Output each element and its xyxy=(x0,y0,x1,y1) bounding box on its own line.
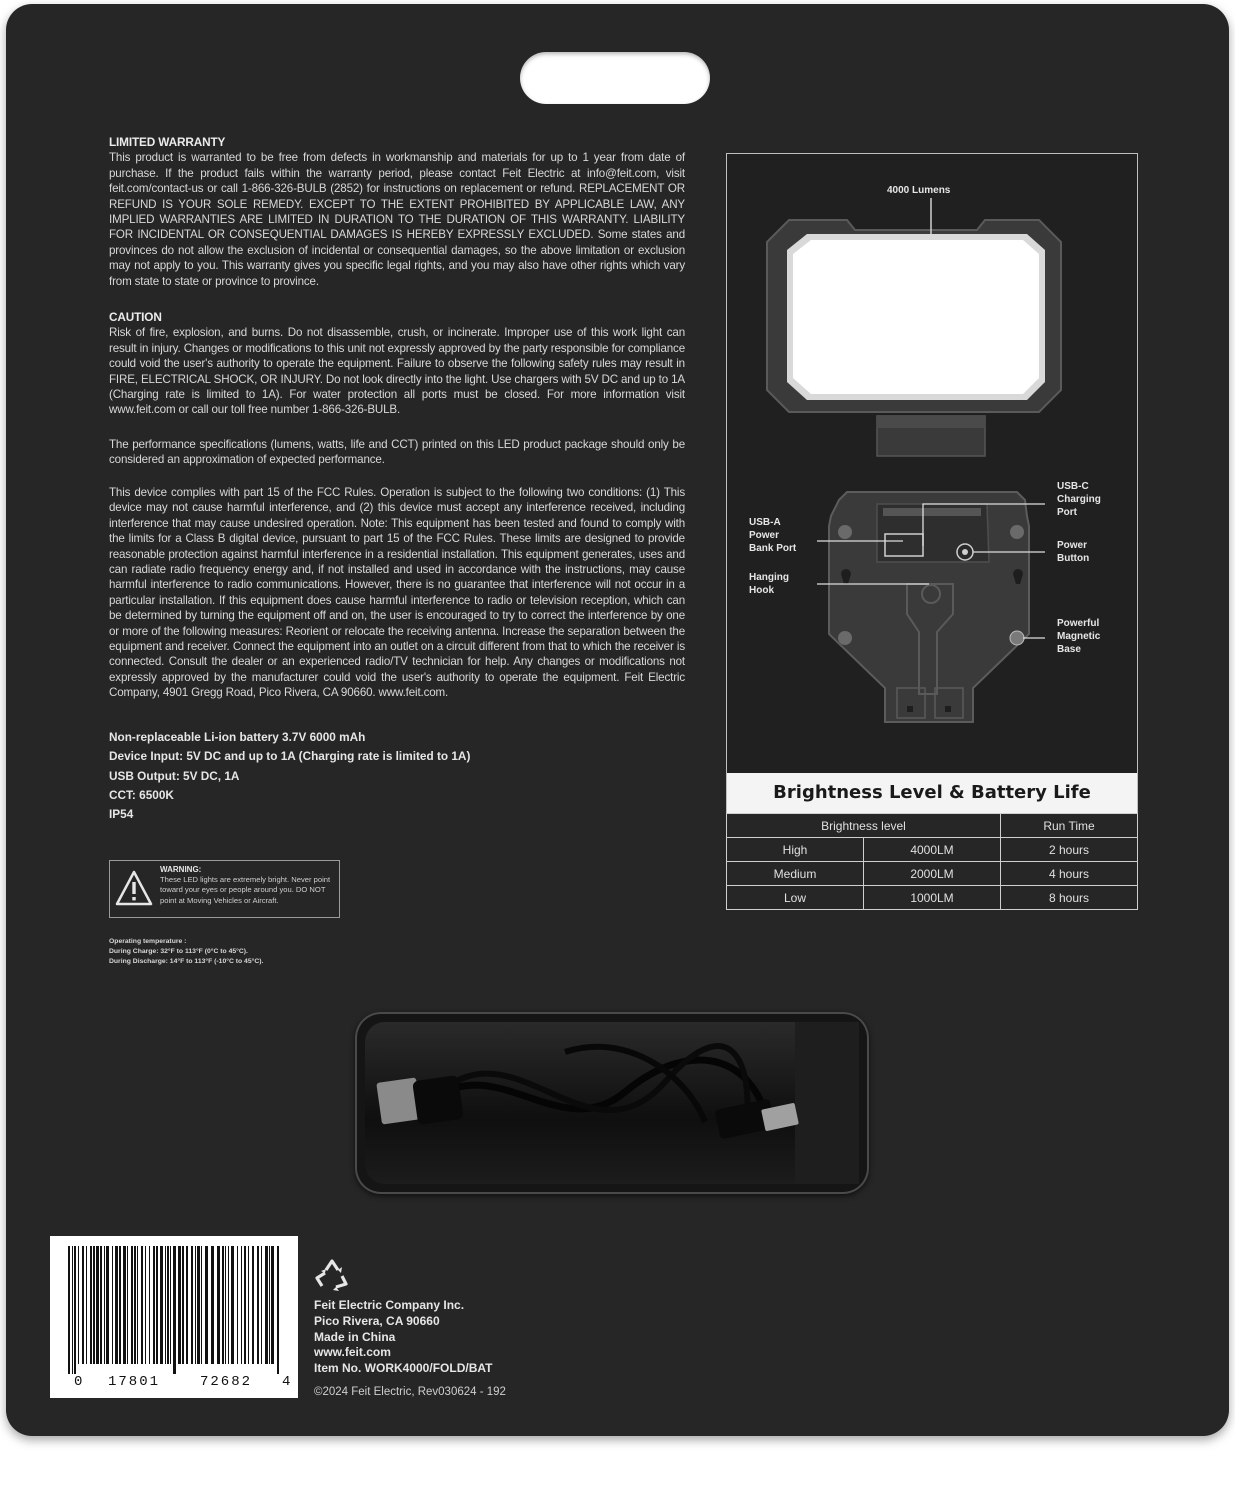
spec-battery: Non-replaceable Li-ion battery 3.7V 6000 mAh xyxy=(109,730,366,744)
barcode-bar xyxy=(222,1246,224,1364)
power-button-label-line: Power xyxy=(1057,540,1088,551)
barcode-right-digits: 72682 xyxy=(200,1374,253,1390)
col-brightness-level: Brightness level xyxy=(727,814,1001,838)
barcode-bar xyxy=(127,1246,128,1364)
barcode-bar xyxy=(145,1246,146,1364)
barcode-bar xyxy=(153,1246,155,1364)
company-website: www.feit.com xyxy=(314,1345,391,1360)
optemp-charge: During Charge: 32°F to 113°F (0°C to 45°C). xyxy=(109,948,248,955)
barcode-first-digit: 0 xyxy=(74,1374,83,1390)
spec-cct: CCT: 6500K xyxy=(109,787,174,802)
hanging-hook-label-line: Hook xyxy=(749,585,774,596)
warranty-section xyxy=(109,135,685,289)
caution-heading: CAUTION xyxy=(109,310,162,324)
barcode-bar xyxy=(271,1246,274,1364)
usb-c-label-line: USB-C xyxy=(1057,481,1089,492)
performance-note: The performance specifications (lumens, watts, life and CCT) printed on this LED product package should only be considered an approximation of expected performance. xyxy=(109,438,685,467)
barcode-bar xyxy=(205,1246,208,1364)
barcode-bar xyxy=(248,1246,249,1364)
barcode-bar xyxy=(90,1246,92,1364)
fcc-statement: This device complies with part 15 of the FCC Rules. Operation is subject to the following two conditions: (1) This device may not cause harmful interference, and (2) this device must accept any interference received, including interference that may cause undesired operation. Note: This equipment has been tested and found to comply with the limits for a Class B digital device, pursuant to part 15 of the FCC Rules. These limits are designed to provide reasonable protection against harmful interference in a residential installation. This equipment generates, uses and can radiate radio frequency energy and, if not installed and used in accordance with the instructions, may cause harmful interference to radio communications. However, there is no guarantee that interference will not occur in a particular installation. If this equipment does cause harmful interference to radio or television reception, which can be determined by turning the equipment off and on, the user is encouraged to try to correct the interference by one or more of the following measures: Reorient or relocate the receiving antenna. Increase the separation between the equipment and receiver. Connect the equipment into an outlet on a circuit different from that to which the receiver is connected. Consult the dealer or an experienced radio/TV technician for help. Any changes or modifications not expressly approved by the manufacturer could void the user's authority to operate the equipment. Feit Electric Company, 4901 Gregg Road, Pico Rivera, CA 90660. www.feit.com. xyxy=(109,486,685,700)
barcode-bar xyxy=(74,1246,76,1374)
barcode-bar xyxy=(211,1246,214,1364)
barcode-bar xyxy=(86,1246,87,1364)
barcode-bar xyxy=(156,1246,158,1364)
barcode-bar xyxy=(173,1246,176,1374)
barcode-bar xyxy=(149,1246,150,1364)
table-row xyxy=(727,838,1138,862)
table-row xyxy=(727,886,1138,910)
barcode-bar xyxy=(82,1246,84,1364)
barcode-bar xyxy=(115,1246,118,1364)
barcode-bar xyxy=(195,1246,196,1364)
barcode-bar xyxy=(237,1246,238,1364)
barcode-bar xyxy=(93,1246,95,1364)
barcode-bar xyxy=(178,1246,181,1364)
company-origin: Made in China xyxy=(314,1329,396,1344)
barcode-bar xyxy=(106,1246,109,1364)
barcode-bar xyxy=(167,1246,169,1364)
spec-input: Device Input: 5V DC and up to 1A (Charging rate is limited to 1A) xyxy=(109,749,471,764)
barcode-left-digits: 17801 xyxy=(108,1374,161,1390)
usb-cable-tray xyxy=(355,1012,869,1194)
barcode-bar xyxy=(134,1246,136,1364)
barcode-bar xyxy=(201,1246,202,1364)
barcode-bar xyxy=(261,1246,262,1364)
magnetic-base-label xyxy=(1057,617,1100,656)
barcode-bars xyxy=(50,1236,298,1376)
barcode-digits xyxy=(50,1374,298,1396)
recycle-icon xyxy=(314,1258,350,1292)
table-header-row xyxy=(727,814,1138,838)
copyright: ©2024 Feit Electric, Rev030624 - 192 xyxy=(314,1386,506,1398)
barcode-bar xyxy=(197,1246,200,1364)
barcode-last-digit: 4 xyxy=(282,1374,291,1390)
spec-usb-output: USB Output: 5V DC, 1A xyxy=(109,768,240,783)
spec-list xyxy=(109,728,470,824)
hanging-hook-label-line: Hanging xyxy=(749,572,789,583)
usb-a-label-line: Bank Port xyxy=(749,543,797,554)
lumens-cell: 2000LM xyxy=(864,862,1001,886)
barcode-bar xyxy=(186,1246,188,1364)
product-diagram-panel xyxy=(726,153,1138,775)
barcode-bar xyxy=(277,1246,279,1374)
barcode-bar xyxy=(104,1246,105,1364)
magnetic-base-label-line: Magnetic xyxy=(1057,631,1101,642)
level-cell: Low xyxy=(727,886,864,910)
barcode-bar xyxy=(225,1246,226,1364)
warning-title: WARNING: xyxy=(160,865,202,874)
warning-text: These LED lights are extremely bright. Never point toward your eyes or people around you. DO NOT point at Moving Vehicles or Aircraft. xyxy=(160,875,331,905)
barcode-bar xyxy=(217,1246,220,1364)
lumens-cell: 1000LM xyxy=(864,886,1001,910)
usb-c-label-line: Charging xyxy=(1057,494,1101,505)
barcode-bar xyxy=(170,1246,171,1364)
work-light-illustration xyxy=(727,154,1137,774)
level-cell: High xyxy=(727,838,864,862)
barcode-bar xyxy=(182,1246,184,1364)
runtime-cell: 8 hours xyxy=(1001,886,1138,910)
runtime-cell: 2 hours xyxy=(1001,838,1138,862)
lumens-label: 4000 Lumens xyxy=(887,185,951,196)
lumens-cell: 4000LM xyxy=(864,838,1001,862)
usb-a-label-line: USB-A xyxy=(749,517,781,528)
barcode-bar xyxy=(78,1246,79,1364)
barcode-bar xyxy=(191,1246,193,1364)
operating-temperature xyxy=(109,937,263,967)
magnetic-base-label-line: Base xyxy=(1057,644,1081,655)
warning-box xyxy=(109,860,340,918)
usb-c-label xyxy=(1057,480,1101,519)
barcode-bar xyxy=(160,1246,163,1364)
runtime-cell: 4 hours xyxy=(1001,862,1138,886)
col-run-time: Run Time xyxy=(1001,814,1138,838)
hanging-hook-label xyxy=(749,571,789,597)
power-button-label xyxy=(1057,539,1089,565)
barcode-bar xyxy=(72,1246,73,1374)
usb-c-label-line: Port xyxy=(1057,507,1077,518)
barcode-bar xyxy=(141,1246,143,1364)
barcode-bar xyxy=(269,1246,270,1364)
company-info xyxy=(314,1298,492,1377)
barcode-bar xyxy=(112,1246,113,1364)
power-button-label-line: Button xyxy=(1057,553,1090,564)
barcode-bar xyxy=(228,1246,229,1364)
brightness-table xyxy=(726,813,1138,910)
barcode-bar xyxy=(231,1246,234,1364)
barcode-bar xyxy=(123,1246,126,1364)
barcode-bar xyxy=(137,1246,138,1364)
company-city: Pico Rivera, CA 90660 xyxy=(314,1313,440,1328)
caution-body: Risk of fire, explosion, and burns. Do not disassemble, crush, or incinerate. Improper use of this work light can result in injury. Changes or modifications to this unit not expressly approved by the party responsible for compliance could void the user's authority to operate the equipment. Failure to observe the following safety rules may result in FIRE, ELECTRICAL SHOCK, OR INJURY. Do not look directly into the light. Use chargers with 5V DC and up to 1A (Charging rate is limited to 1A). For water protection all ports must be closed. For more information visit www.feit.com or call our toll free number 1-866-326-BULB. xyxy=(109,326,685,417)
level-cell: Medium xyxy=(727,862,864,886)
warning-triangle-icon xyxy=(115,869,153,907)
company-name: Feit Electric Company Inc. xyxy=(314,1298,465,1312)
barcode-bar xyxy=(68,1246,70,1374)
barcode-bar xyxy=(265,1246,268,1364)
tray-window xyxy=(365,1022,859,1184)
barcode-bar xyxy=(241,1246,242,1364)
warranty-body: This product is warranted to be free from defects in workmanship and materials for up to 1 year from date of purchase. If the product fails within the warranty period, please contact Feit Electric at info@feit.com, visit feit.com/contact-us or call 1-866-326-BULB (2852) for instructions on replacement or refund. REPLACEMENT OR REFUND IS YOUR SOLE REMEDY. EXCEPT TO THE EXTENT PROHIBITED BY APPLICABLE LAW, ANY IMPLIED WARRANTIES ARE LIMITED IN DURATION TO THE DURATION OF THIS WARRANTY. LIABILITY FOR INCIDENTAL OR CONSEQUENTIAL DAMAGES IS HEREBY EXPRESSLY EXCLUDED. Some states and provinces do not allow the exclusion of incidental or consequential damages, so the above limitation or exclusion may not apply to you. This warranty gives you specific legal rights, and you may also have other rights which vary from state to state or province to province. xyxy=(109,151,685,288)
warranty-heading: LIMITED WARRANTY xyxy=(109,135,226,149)
usb-cable-illustration xyxy=(365,1022,859,1184)
table-row xyxy=(727,862,1138,886)
upc-barcode xyxy=(50,1236,298,1398)
spec-ip: IP54 xyxy=(109,807,134,822)
barcode-bar xyxy=(119,1246,121,1364)
optemp-discharge: During Discharge: 14°F to 113°F (-10°C to 45°C). xyxy=(109,958,264,965)
barcode-bar xyxy=(252,1246,254,1364)
magnetic-base-label-line: Powerful xyxy=(1057,618,1100,629)
barcode-bar xyxy=(96,1246,99,1364)
barcode-bar xyxy=(244,1246,246,1364)
barcode-bar xyxy=(100,1246,102,1364)
caution-section xyxy=(109,310,685,418)
usb-a-label-line: Power xyxy=(749,530,780,541)
brightness-table-title: Brightness Level & Battery Life xyxy=(726,773,1138,814)
usb-a-label xyxy=(749,516,796,555)
barcode-bar xyxy=(165,1246,166,1364)
barcode-bar xyxy=(257,1246,259,1364)
optemp-title: Operating temperature : xyxy=(109,938,187,945)
barcode-bar xyxy=(131,1246,133,1364)
company-item-no: Item No. WORK4000/FOLD/BAT xyxy=(314,1361,493,1376)
hang-tab-hole xyxy=(520,52,710,104)
